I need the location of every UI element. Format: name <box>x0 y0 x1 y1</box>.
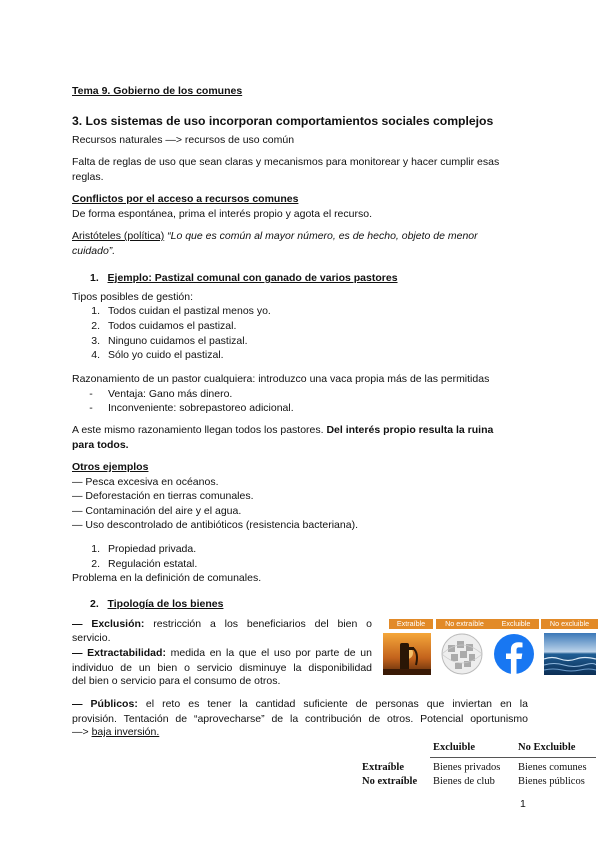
gas-pump-photo <box>383 633 431 675</box>
list-item: — Contaminación del aire y el agua. <box>72 505 242 517</box>
quote-text: cuidado”. <box>72 245 116 257</box>
definition-publicos: — Públicos: el reto es tener la cantidad suficiente de personas que inviertan en la <box>72 698 528 710</box>
section-heading: 3. Los sistemas de uso incorporan comportamientos sociales complejos <box>72 114 494 128</box>
paragraph: para todos. <box>72 439 129 451</box>
paragraph: Recursos naturales —> recursos de uso común <box>72 134 295 146</box>
list-item: — Pesca excesiva en océanos. <box>72 476 219 488</box>
list-item: — Uso descontrolado de antibióticos (resistencia bacteriana). <box>72 519 358 531</box>
list-item: 2. Regulación estatal. <box>91 558 198 570</box>
list-item: 1. Todos cuidan el pastizal menos yo. <box>91 305 271 317</box>
paragraph: Razonamiento de un pastor cualquiera: introduzco una vaca propia más de las permitidas <box>72 373 490 385</box>
subsection-heading: Otros ejemplos <box>72 461 149 473</box>
table-header-excluible: Excluible <box>433 742 476 753</box>
table-divider <box>430 757 596 758</box>
paragraph: Problema en la definición de comunales. <box>72 572 262 584</box>
heading-number: 2. <box>90 598 99 610</box>
baja-inversion-link: baja inversión. <box>91 726 160 738</box>
tag-excluible: Excluible <box>493 619 539 629</box>
paragraph: Falta de reglas de uso que sean claras y mecanismos para monitorear y hacer cumplir esas <box>72 156 500 168</box>
list-item: — Deforestación en tierras comunales. <box>72 490 254 502</box>
list-item: 4. Sólo yo cuido el pastizal. <box>91 349 224 361</box>
list-item: 2. Todos cuidamos el pastizal. <box>91 320 237 332</box>
table-cell: Bienes públicos <box>518 776 585 787</box>
tag-extraible: Extraíble <box>389 619 433 629</box>
table-row-label: No extraíble <box>362 776 418 787</box>
quote-text: “Lo que es común al mayor número, es de hecho, objeto de menor <box>164 230 478 242</box>
subsection-heading: Conflictos por el acceso a recursos comunes <box>72 193 299 205</box>
definition-publicos-cont: —> baja inversión. <box>72 726 160 738</box>
table-cell: Bienes privados <box>433 762 501 773</box>
paragraph: Tipos posibles de gestión: <box>72 291 194 303</box>
ocean-photo <box>544 633 596 675</box>
tag-no-extraible: No extraíble <box>436 619 493 629</box>
heading-number: 1. <box>90 272 99 284</box>
paragraph: reglas. <box>72 171 104 183</box>
definition-extractabilidad-cont: individuo de un bien o servicio disminuye la disponibilidad <box>72 662 372 674</box>
definition-exclusion: — Exclusión: restricción a los beneficiarios del bien o <box>72 618 373 630</box>
facebook-icon <box>493 631 535 677</box>
table-cell: Bienes comunes <box>518 762 587 773</box>
definition-extractabilidad: — Extractabilidad: medida en la que el uso por parte de un <box>72 647 372 659</box>
heading-text: Ejemplo: Pastizal comunal con ganado de varios pastores <box>107 272 398 284</box>
aristoteles-reference: Aristóteles (política) <box>72 230 165 242</box>
table-header-no-excluible: No Excluible <box>518 742 576 753</box>
numbered-heading <box>90 272 398 285</box>
quote-paragraph <box>72 229 528 244</box>
heading-text: Tipología de los bienes <box>107 598 224 610</box>
table-row-label: Extraíble <box>362 762 404 773</box>
list-item: 1. Propiedad privada. <box>91 543 197 555</box>
definition-publicos-cont: provisión. Tentación de “aprovecharse” de la contribución de otros. Potencial oportunismo <box>72 713 528 725</box>
table-cell: Bienes de club <box>433 776 495 787</box>
paragraph: A este mismo razonamiento llegan todos los pastores. Del interés propio resulta la ruina <box>72 424 494 436</box>
definition-extractabilidad-cont: del bien o servicio para el consumo de otros. <box>72 675 281 687</box>
paragraph: De forma espontánea, prima el interés propio y agota el recurso. <box>72 208 372 220</box>
wikipedia-globe-icon <box>439 631 485 677</box>
page-number: 1 <box>520 798 526 810</box>
list-item: 3. Ninguno cuidamos el pastizal. <box>91 335 248 347</box>
numbered-heading <box>90 598 223 611</box>
definition-exclusion-cont: servicio. <box>72 632 111 644</box>
tag-no-excluible: No excluible <box>541 619 598 629</box>
list-item: - Inconveniente: sobrepastoreo adicional. <box>89 402 294 414</box>
list-item: - Ventaja: Gano más dinero. <box>89 388 233 400</box>
document-title: Tema 9. Gobierno de los comunes <box>72 85 243 97</box>
